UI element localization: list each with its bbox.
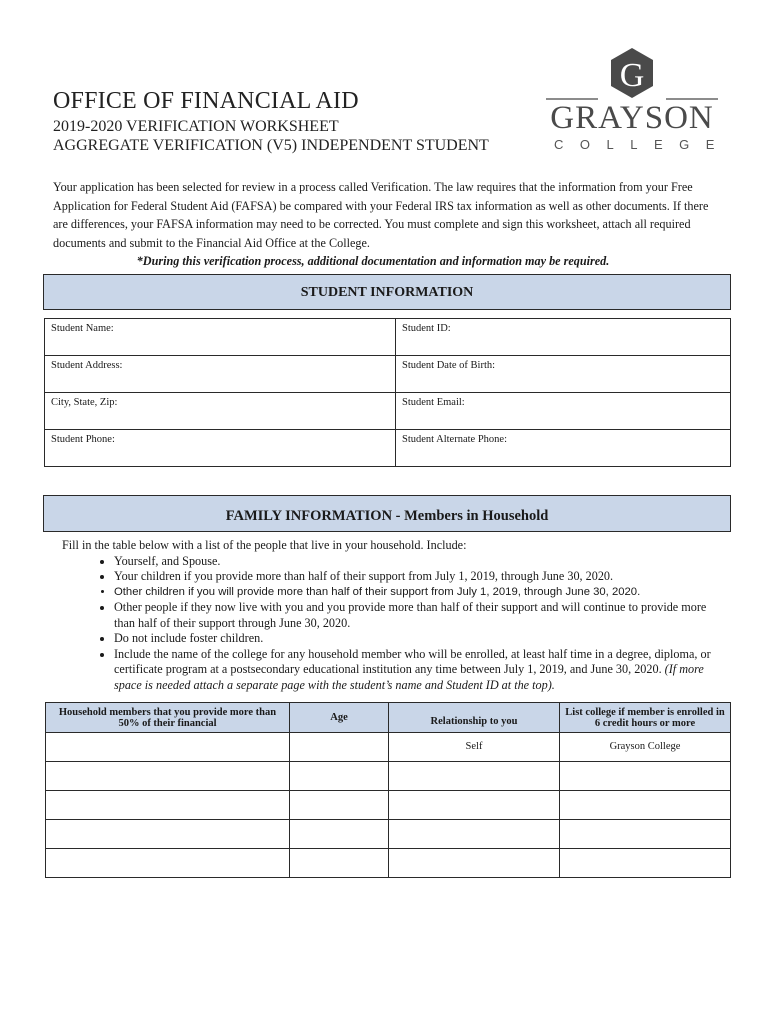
family-lead: Fill in the table below with a list of the people that live in your household. Include: [62, 538, 467, 552]
table-row [46, 849, 731, 878]
column-header-relationship: Relationship to you [389, 703, 560, 733]
member-name-cell[interactable] [46, 791, 290, 820]
member-relationship-cell[interactable]: Self [389, 733, 560, 762]
list-item: • Your children if you provide more than half of their support from July 1, 2019, through June 30, 2020. [114, 569, 722, 585]
table-row [45, 319, 731, 356]
student-id-field[interactable]: Student ID: [396, 319, 731, 356]
table-row [45, 393, 731, 430]
intro-note: *During this verification process, additional documentation and information may be required. [136, 254, 610, 268]
student-address-field[interactable]: Student Address: [45, 356, 396, 393]
member-college-cell[interactable] [560, 791, 731, 820]
column-header-members: Household members that you provide more than 50% of their financial [46, 703, 290, 733]
college-logo [546, 48, 731, 158]
student-name-field[interactable]: Student Name: [45, 319, 396, 356]
student-alt-phone-field[interactable]: Student Alternate Phone: [396, 430, 731, 467]
member-age-cell[interactable] [290, 849, 389, 878]
column-header-age: Age [290, 703, 389, 733]
member-age-cell[interactable] [290, 820, 389, 849]
member-age-cell[interactable] [290, 762, 389, 791]
city-state-zip-field[interactable]: City, State, Zip: [45, 393, 396, 430]
family-information-heading: FAMILY INFORMATION - Members in Household [43, 495, 731, 532]
family-bullet-list [62, 554, 722, 694]
list-item: • Yourself, and Spouse. [114, 554, 722, 570]
table-row [46, 733, 731, 762]
table-row [45, 356, 731, 393]
intro-text [53, 178, 713, 271]
table-row [46, 791, 731, 820]
member-name-cell[interactable] [46, 762, 290, 791]
member-name-cell[interactable] [46, 849, 290, 878]
list-item: • Do not include foster children. [114, 631, 722, 647]
list-item-text: Include the name of the college for any household member who will be enrolled, at least half time in a degree, diploma, or certificate program at a postsecondary educational institution any time between July 1, 2019, and June 30, 2020. [114, 646, 711, 676]
table-row [46, 762, 731, 791]
member-relationship-cell[interactable] [389, 820, 560, 849]
member-age-cell[interactable] [290, 733, 389, 762]
student-dob-field[interactable]: Student Date of Birth: [396, 356, 731, 393]
member-relationship-cell[interactable] [389, 762, 560, 791]
member-college-cell[interactable] [560, 820, 731, 849]
household-table [45, 702, 731, 878]
member-college-cell[interactable] [560, 849, 731, 878]
student-phone-field[interactable]: Student Phone: [45, 430, 396, 467]
page-title: OFFICE OF FINANCIAL AID [53, 88, 359, 114]
table-row [45, 430, 731, 467]
member-name-cell[interactable] [46, 820, 290, 849]
intro-paragraph: Your application has been selected for review in a process called Verification. The law requires that the information from your Free Application for Federal Student Aid (FAFSA) be compared with your Federal IRS tax information as well as other documents. If there are differences, your FAFSA information may need to be corrected. You must complete and sign this worksheet, attach all required documents and submit to the Financial Aid Office at the College. [53, 180, 709, 250]
list-item: • Other people if they now live with you and you provide more than half of their support and will continue to provide more than half of their support through June 30, 2020. [114, 600, 722, 631]
member-college-cell[interactable] [560, 762, 731, 791]
student-email-field[interactable]: Student Email: [396, 393, 731, 430]
table-row [46, 820, 731, 849]
member-age-cell[interactable] [290, 791, 389, 820]
member-name-cell[interactable] [46, 733, 290, 762]
family-instructions [62, 538, 722, 693]
student-information-heading: STUDENT INFORMATION [43, 274, 731, 310]
worksheet-subtitle: 2019-2020 VERIFICATION WORKSHEET [53, 118, 339, 135]
logo-subtitle: COLLEGE [554, 137, 731, 152]
member-relationship-cell[interactable] [389, 849, 560, 878]
logo-hexagon-icon [546, 48, 718, 108]
member-college-cell[interactable]: Grayson College [560, 733, 731, 762]
verification-type: AGGREGATE VERIFICATION (V5) INDEPENDENT STUDENT [53, 137, 489, 154]
student-information-table [44, 318, 731, 467]
column-header-college: List college if member is enrolled in 6 credit hours or more [560, 703, 731, 733]
list-item: • Other children if you will provide more than half of their support from July 1, 2019, through June 30, 2020. [114, 585, 722, 601]
table-header-row [46, 703, 731, 733]
svg-text:G: G [619, 57, 645, 94]
logo-wordmark: GRAYSON [550, 100, 714, 136]
list-item-note: (If more space is needed attach a separate page with the student’s name and Student ID at the top). [114, 662, 704, 692]
member-relationship-cell[interactable] [389, 791, 560, 820]
list-item [114, 647, 722, 694]
